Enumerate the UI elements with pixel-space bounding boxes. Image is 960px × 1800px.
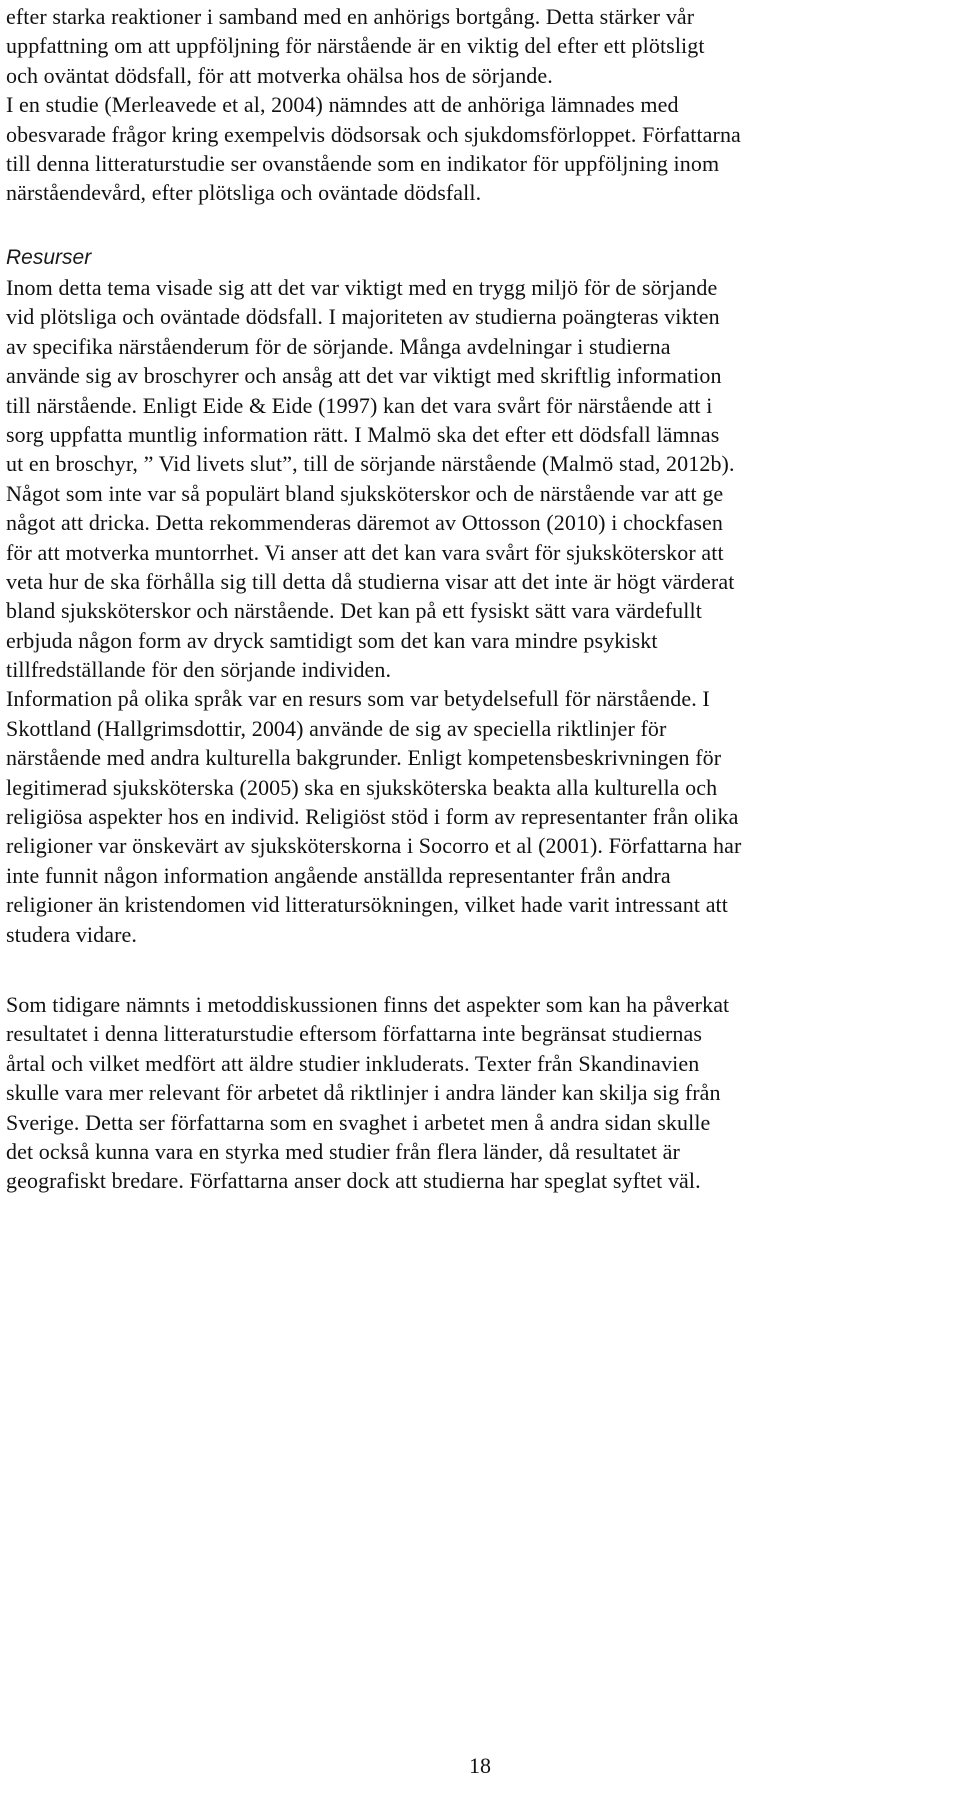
paragraph-method	[6, 990, 951, 1196]
text-line: bland sjuksköterskor och närstående. Det kan på ett fysiskt sätt vara värdefullt	[6, 598, 702, 624]
text-line: närstående med andra kulturella bakgrunder. Enligt kompetensbeskrivningen för	[6, 745, 722, 771]
text-line: Information på olika språk var en resurs som var betydelsefull för närstående. I	[6, 686, 710, 712]
text-line: inte funnit någon information angående anställda representanter från andra	[6, 862, 671, 888]
text-line: för att motverka muntorrhet. Vi anser att det kan vara svårt för sjuksköterskor att	[6, 539, 724, 565]
text-line: Som tidigare nämnts i metoddiskussionen finns det aspekter som kan ha påverkat	[6, 992, 730, 1017]
text-line: efter starka reaktioner i samband med en anhörigs bortgång. Detta stärker vår	[6, 4, 695, 29]
text-line: resultatet i denna litteraturstudie eftersom författarna inte begränsat studiernas	[6, 1021, 703, 1047]
text-line: vid plötsliga och oväntade dödsfall. I majoriteten av studierna poängteras vikten	[6, 304, 720, 330]
text-line: studera vidare.	[6, 921, 137, 947]
text-line: Något som inte var så populärt bland sjuksköterskor och de närstående var att ge	[6, 480, 724, 506]
text-line: religioner var önskevärt av sjuksköterskorna i Socorro et al (2001). Författarna har	[6, 833, 742, 859]
text-line: legitimerad sjuksköterska (2005) ska en sjuksköterska beakta alla kulturella och	[6, 774, 718, 800]
text-line: Inom detta tema visade sig att det var viktigt med en trygg miljö för de sörjande	[6, 275, 718, 300]
text-line: av specifika närståenderum för de sörjande. Många avdelningar i studierna	[6, 333, 671, 359]
text-line: närståendevård, efter plötsliga och oväntade dödsfall.	[6, 180, 482, 206]
text-line: obesvarade frågor kring exempelvis dödsorsak och sjukdomsförloppet. Författarna	[6, 121, 741, 147]
page-number: 18	[469, 1753, 491, 1778]
text-line: religioner än kristendomen vid litteratursökningen, vilket hade varit intressant att	[6, 892, 728, 918]
text-line: och oväntat dödsfall, för att motverka ohälsa hos de sörjande.	[6, 62, 553, 88]
text-line: skulle vara mer relevant för arbetet då riktlinjer i andra länder kan skilja sig från	[6, 1080, 721, 1106]
text-line: det också kunna vara en styrka med studier från flera länder, då resultatet är	[6, 1138, 680, 1164]
section-heading: Resurser	[6, 246, 92, 269]
paragraph-top	[6, 2, 951, 208]
text-line: geografiskt bredare. Författarna anser dock att studierna har speglat syftet väl.	[6, 1168, 701, 1194]
text-line: ut en broschyr, ” Vid livets slut”, till de sörjande närstående (Malmö stad, 2012b).	[6, 451, 735, 477]
text-line: sorg uppfatta muntlig information rätt. I Malmö ska det efter ett dödsfall lämnas	[6, 421, 720, 447]
text-line: religiösa aspekter hos en individ. Religiöst stöd i form av representanter från olika	[6, 804, 739, 830]
text-line: använde sig av broschyrer och ansåg att det var viktigt med skriftlig information	[6, 363, 722, 389]
text-line: Skottland (Hallgrimsdottir, 2004) använde de sig av speciella riktlinjer för	[6, 715, 667, 741]
text-line: något att dricka. Detta rekommenderas däremot av Ottosson (2010) i chockfasen	[6, 510, 723, 536]
text-line: Sverige. Detta ser författarna som en svaghet i arbetet men å andra sidan skulle	[6, 1109, 711, 1135]
text-line: uppfattning om att uppföljning för närstående är en viktig del efter ett plötsligt	[6, 33, 705, 59]
text-line: veta hur de ska förhålla sig till detta då studierna visar att det inte är högt värderat	[6, 568, 735, 594]
paragraph-resurser	[6, 273, 951, 949]
text-line: I en studie (Merleavede et al, 2004) nämndes att de anhöriga lämnades med	[6, 92, 679, 118]
text-line: tillfredställande för den sörjande individen.	[6, 657, 392, 683]
text-line: erbjuda någon form av dryck samtidigt som det kan vara mindre psykiskt	[6, 627, 658, 653]
text-line: till närstående. Enligt Eide & Eide (1997) kan det vara svårt för närstående att i	[6, 392, 713, 418]
text-line: årtal och vilket medfört att äldre studier inkluderats. Texter från Skandinavien	[6, 1050, 700, 1076]
text-line: till denna litteraturstudie ser ovanstående som en indikator för uppföljning inom	[6, 150, 720, 176]
